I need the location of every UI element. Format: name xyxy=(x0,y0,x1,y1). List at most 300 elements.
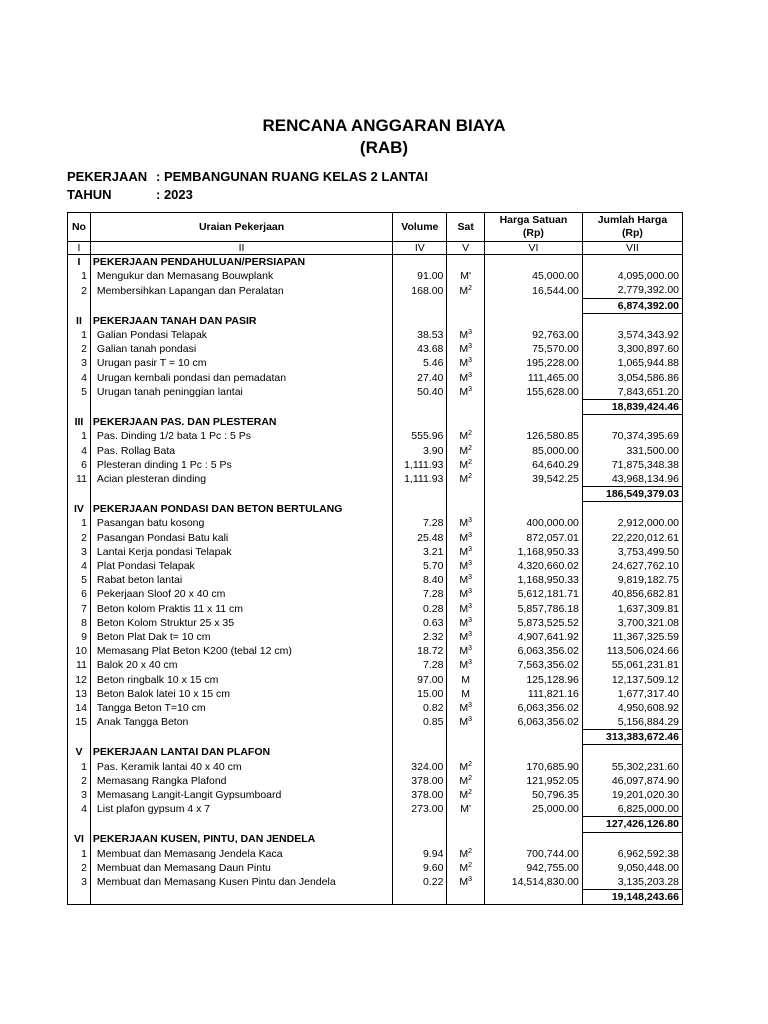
item-sat-unit: M xyxy=(459,602,469,615)
item-sat-exponent: 2 xyxy=(468,444,472,452)
item-volume: 273.00 xyxy=(393,802,447,817)
empty-cell xyxy=(393,313,447,328)
item-sat-exponent: 3 xyxy=(468,329,472,337)
item-number: 3 xyxy=(68,545,91,559)
empty-cell xyxy=(484,415,582,430)
item-harga-satuan: 92,763.00 xyxy=(484,328,582,342)
empty-cell xyxy=(484,399,582,414)
table-row xyxy=(68,616,683,630)
table-row xyxy=(68,760,683,774)
item-sat-unit: M' xyxy=(460,803,472,816)
table-row xyxy=(68,788,683,802)
empty-cell xyxy=(447,890,485,905)
empty-cell xyxy=(68,399,91,414)
table-row xyxy=(68,658,683,672)
item-volume: 8.40 xyxy=(393,573,447,587)
item-number: 14 xyxy=(68,701,91,715)
item-number: 4 xyxy=(68,443,91,457)
header-harga-satuan xyxy=(484,213,582,242)
section-row xyxy=(68,832,683,847)
item-sat xyxy=(447,356,485,370)
item-sat-exponent: 3 xyxy=(468,531,472,539)
item-number: 11 xyxy=(68,472,91,487)
item-sat-exponent: 3 xyxy=(468,659,472,667)
item-sat-exponent: 3 xyxy=(468,560,472,568)
item-harga-satuan: 75,570.00 xyxy=(484,342,582,356)
item-sat-unit: M xyxy=(459,574,469,587)
item-volume: 50.40 xyxy=(393,385,447,400)
item-sat-unit: M xyxy=(459,789,469,802)
item-jumlah-harga: 46,097,874.90 xyxy=(582,774,682,788)
item-jumlah-harga: 70,374,395.69 xyxy=(582,429,682,443)
table-row xyxy=(68,356,683,370)
section-title: PEKERJAAN PENDAHULUAN/PERSIAPAN xyxy=(90,255,392,270)
item-sat-unit: M xyxy=(459,774,469,787)
item-sat-exponent: 2 xyxy=(468,284,472,292)
item-number: 6 xyxy=(68,587,91,601)
empty-cell xyxy=(447,730,485,745)
item-uraian: Pas. Dinding 1/2 bata 1 Pc : 5 Ps xyxy=(90,429,392,443)
empty-cell xyxy=(393,817,447,832)
item-sat-unit: M xyxy=(459,630,469,643)
table-row xyxy=(68,283,683,298)
pekerjaan-value: : PEMBANGUNAN RUANG KELAS 2 LANTAI xyxy=(156,169,429,184)
item-sat-exponent: 2 xyxy=(468,774,472,782)
item-volume: 378.00 xyxy=(393,788,447,802)
section-subtotal: 313,383,672.46 xyxy=(582,730,682,745)
item-sat xyxy=(447,616,485,630)
table-row xyxy=(68,587,683,601)
empty-cell xyxy=(393,255,447,270)
item-sat xyxy=(447,429,485,443)
item-number: 13 xyxy=(68,687,91,701)
item-uraian: Galian Pondasi Telapak xyxy=(90,328,392,342)
item-jumlah-harga: 11,367,325.59 xyxy=(582,630,682,644)
table-row xyxy=(68,701,683,715)
item-number: 1 xyxy=(68,429,91,443)
item-volume: 0.22 xyxy=(393,875,447,890)
empty-cell xyxy=(90,817,392,832)
item-harga-satuan: 25,000.00 xyxy=(484,802,582,817)
roman-numeral-row xyxy=(68,242,683,255)
empty-cell xyxy=(393,415,447,430)
item-sat-exponent: 3 xyxy=(468,588,472,596)
empty-cell xyxy=(447,399,485,414)
item-number: 3 xyxy=(68,875,91,890)
item-sat-unit: M xyxy=(459,616,469,629)
item-sat xyxy=(447,687,485,701)
table-row xyxy=(68,559,683,573)
item-sat-unit: M xyxy=(459,545,469,558)
section-subtotal: 18,839,424.46 xyxy=(582,399,682,414)
table-row xyxy=(68,385,683,400)
item-sat-exponent: 2 xyxy=(468,430,472,438)
item-volume: 7.28 xyxy=(393,516,447,530)
item-uraian: Memasang Langit-Langit Gypsumboard xyxy=(90,788,392,802)
item-jumlah-harga: 22,220,012.61 xyxy=(582,531,682,545)
item-uraian: Plesteran dinding 1 Pc : 5 Ps xyxy=(90,458,392,472)
item-sat-unit: M xyxy=(459,371,469,384)
header-harga-satuan-line2: (Rp) xyxy=(522,227,544,239)
item-harga-satuan: 6,063,356.02 xyxy=(484,701,582,715)
item-uraian: Lantai Kerja pondasi Telapak xyxy=(90,545,392,559)
item-uraian: Urugan tanah peninggian lantai xyxy=(90,385,392,400)
table-row xyxy=(68,472,683,487)
item-sat-exponent: 3 xyxy=(468,574,472,582)
subtotal-row xyxy=(68,890,683,905)
section-subtotal: 19,148,243.66 xyxy=(582,890,682,905)
pekerjaan-label: PEKERJAAN xyxy=(67,169,148,184)
item-uraian: Beton ringbalk 10 x 15 cm xyxy=(90,672,392,686)
table-row xyxy=(68,861,683,875)
empty-cell xyxy=(68,298,91,313)
header-jumlah-harga-line2: (Rp) xyxy=(621,227,643,239)
item-volume: 38.53 xyxy=(393,328,447,342)
item-sat-unit: M xyxy=(459,444,469,457)
item-sat-unit: M xyxy=(459,560,469,573)
subtotal-row xyxy=(68,298,683,313)
table-row xyxy=(68,328,683,342)
header-no: No xyxy=(68,213,91,242)
subtotal-row xyxy=(68,817,683,832)
header-sat: Sat xyxy=(447,213,485,242)
item-volume: 0.28 xyxy=(393,602,447,616)
table-row xyxy=(68,630,683,644)
item-sat-exponent: 3 xyxy=(468,602,472,610)
item-jumlah-harga: 3,574,343.92 xyxy=(582,328,682,342)
item-harga-satuan: 6,063,356.02 xyxy=(484,715,582,730)
item-harga-satuan: 39,542.25 xyxy=(484,472,582,487)
item-number: 1 xyxy=(68,328,91,342)
section-row xyxy=(68,415,683,430)
item-jumlah-harga: 3,753,499.50 xyxy=(582,545,682,559)
item-number: 6 xyxy=(68,458,91,472)
empty-cell xyxy=(582,415,682,430)
table-row xyxy=(68,531,683,545)
item-sat-exponent: 2 xyxy=(468,760,472,768)
item-volume: 5.70 xyxy=(393,559,447,573)
item-harga-satuan: 16,544.00 xyxy=(484,283,582,298)
item-volume: 0.85 xyxy=(393,715,447,730)
item-sat xyxy=(447,371,485,385)
rab-table xyxy=(67,212,683,905)
item-uraian: Tangga Beton T=10 cm xyxy=(90,701,392,715)
table-row xyxy=(68,644,683,658)
item-harga-satuan: 85,000.00 xyxy=(484,443,582,457)
item-sat-unit: M xyxy=(461,687,471,700)
empty-cell xyxy=(582,745,682,760)
item-sat-unit: M xyxy=(459,517,469,530)
item-sat-unit: M xyxy=(459,531,469,544)
roman-col: II xyxy=(90,242,392,255)
item-sat xyxy=(447,269,485,283)
item-harga-satuan: 4,907,641.92 xyxy=(484,630,582,644)
empty-cell xyxy=(484,832,582,847)
table-row xyxy=(68,545,683,559)
empty-cell xyxy=(447,817,485,832)
item-jumlah-harga: 4,950,608.92 xyxy=(582,701,682,715)
item-sat-exponent: 3 xyxy=(468,386,472,394)
item-jumlah-harga: 55,061,231.81 xyxy=(582,658,682,672)
item-jumlah-harga: 6,825,000.00 xyxy=(582,802,682,817)
item-jumlah-harga: 3,054,586.86 xyxy=(582,371,682,385)
empty-cell xyxy=(393,745,447,760)
item-volume: 0.82 xyxy=(393,701,447,715)
item-volume: 1,111.93 xyxy=(393,458,447,472)
item-uraian: Plat Pondasi Telapak xyxy=(90,559,392,573)
item-volume: 324.00 xyxy=(393,760,447,774)
empty-cell xyxy=(447,298,485,313)
section-number: III xyxy=(68,415,91,430)
roman-col: V xyxy=(447,242,485,255)
section-row xyxy=(68,745,683,760)
item-jumlah-harga: 1,065,944.88 xyxy=(582,356,682,370)
item-volume: 5.46 xyxy=(393,356,447,370)
item-harga-satuan: 1,168,950.33 xyxy=(484,545,582,559)
meta-pekerjaan xyxy=(67,169,428,184)
item-jumlah-harga: 71,875,348.38 xyxy=(582,458,682,472)
item-jumlah-harga: 4,095,000.00 xyxy=(582,269,682,283)
item-sat-unit: M xyxy=(459,473,469,486)
item-volume: 3.90 xyxy=(393,443,447,457)
item-sat-exponent: 3 xyxy=(468,876,472,884)
item-sat xyxy=(447,443,485,457)
item-number: 4 xyxy=(68,371,91,385)
item-sat-exponent: 2 xyxy=(468,847,472,855)
item-number: 2 xyxy=(68,861,91,875)
item-uraian: Balok 20 x 40 cm xyxy=(90,658,392,672)
item-sat xyxy=(447,573,485,587)
item-harga-satuan: 5,857,786.18 xyxy=(484,602,582,616)
item-uraian: Urugan pasir T = 10 cm xyxy=(90,356,392,370)
item-jumlah-harga: 1,637,309.81 xyxy=(582,602,682,616)
meta-tahun xyxy=(67,187,193,202)
item-uraian: Beton Balok latei 10 x 15 cm xyxy=(90,687,392,701)
empty-cell xyxy=(447,487,485,502)
item-sat xyxy=(447,658,485,672)
item-harga-satuan: 111,821.16 xyxy=(484,687,582,701)
empty-cell xyxy=(447,313,485,328)
item-uraian: Mengukur dan Memasang Bouwplank xyxy=(90,269,392,283)
item-sat-unit: M xyxy=(459,430,469,443)
item-number: 2 xyxy=(68,774,91,788)
section-number: V xyxy=(68,745,91,760)
empty-cell xyxy=(484,817,582,832)
item-sat-unit: M xyxy=(459,645,469,658)
item-harga-satuan: 45,000.00 xyxy=(484,269,582,283)
empty-cell xyxy=(582,255,682,270)
item-sat-unit: M xyxy=(459,343,469,356)
item-number: 11 xyxy=(68,658,91,672)
item-sat-unit: M xyxy=(459,284,469,297)
item-sat-unit: M' xyxy=(460,270,472,283)
item-jumlah-harga: 24,627,762.10 xyxy=(582,559,682,573)
item-harga-satuan: 7,563,356.02 xyxy=(484,658,582,672)
item-sat xyxy=(447,328,485,342)
item-volume: 15.00 xyxy=(393,687,447,701)
item-jumlah-harga: 113,506,024.66 xyxy=(582,644,682,658)
item-number: 15 xyxy=(68,715,91,730)
section-title: PEKERJAAN KUSEN, PINTU, DAN JENDELA xyxy=(90,832,392,847)
empty-cell xyxy=(393,730,447,745)
item-volume: 168.00 xyxy=(393,283,447,298)
item-sat-unit: M xyxy=(459,847,469,860)
item-number: 3 xyxy=(68,356,91,370)
section-subtotal: 127,426,126.80 xyxy=(582,817,682,832)
item-uraian: Membuat dan Memasang Jendela Kaca xyxy=(90,847,392,861)
header-jumlah-harga xyxy=(582,213,682,242)
item-sat-unit: M xyxy=(459,861,469,874)
item-uraian: Memasang Rangka Plafond xyxy=(90,774,392,788)
item-sat-exponent: 3 xyxy=(468,371,472,379)
item-sat xyxy=(447,545,485,559)
item-uraian: Pasangan batu kosong xyxy=(90,516,392,530)
empty-cell xyxy=(90,487,392,502)
item-jumlah-harga: 3,300,897.60 xyxy=(582,342,682,356)
item-uraian: Membuat dan Memasang Kusen Pintu dan Jendela xyxy=(90,875,392,890)
item-sat-exponent: 3 xyxy=(468,630,472,638)
item-sat xyxy=(447,385,485,400)
header-jumlah-harga-line1: Jumlah Harga xyxy=(597,214,668,226)
empty-cell xyxy=(484,890,582,905)
item-number: 5 xyxy=(68,385,91,400)
table-body xyxy=(68,255,683,905)
section-number: IV xyxy=(68,502,91,517)
item-number: 2 xyxy=(68,531,91,545)
item-harga-satuan: 942,755.00 xyxy=(484,861,582,875)
empty-cell xyxy=(582,313,682,328)
section-title: PEKERJAAN LANTAI DAN PLAFON xyxy=(90,745,392,760)
empty-cell xyxy=(447,415,485,430)
item-jumlah-harga: 19,201,020.30 xyxy=(582,788,682,802)
item-sat-unit: M xyxy=(459,701,469,714)
section-subtotal: 6,874,392.00 xyxy=(582,298,682,313)
item-volume: 0.63 xyxy=(393,616,447,630)
empty-cell xyxy=(447,745,485,760)
empty-cell xyxy=(393,487,447,502)
roman-col: VI xyxy=(484,242,582,255)
empty-cell xyxy=(484,255,582,270)
section-number: II xyxy=(68,313,91,328)
empty-cell xyxy=(447,255,485,270)
table-row xyxy=(68,342,683,356)
item-sat xyxy=(447,715,485,730)
subtotal-row xyxy=(68,730,683,745)
item-sat-unit: M xyxy=(459,876,469,889)
table-row xyxy=(68,715,683,730)
item-volume: 7.28 xyxy=(393,658,447,672)
item-sat xyxy=(447,587,485,601)
empty-cell xyxy=(447,502,485,517)
empty-cell xyxy=(582,832,682,847)
item-sat xyxy=(447,283,485,298)
item-jumlah-harga: 40,856,682.81 xyxy=(582,587,682,601)
item-jumlah-harga: 1,677,317.40 xyxy=(582,687,682,701)
section-row xyxy=(68,313,683,328)
item-number: 1 xyxy=(68,269,91,283)
item-volume: 43.68 xyxy=(393,342,447,356)
item-harga-satuan: 64,640.29 xyxy=(484,458,582,472)
item-sat-unit: M xyxy=(459,357,469,370)
item-sat xyxy=(447,531,485,545)
item-sat xyxy=(447,788,485,802)
item-sat xyxy=(447,458,485,472)
empty-cell xyxy=(582,502,682,517)
item-sat-exponent: 2 xyxy=(468,861,472,869)
section-title: PEKERJAAN PONDASI DAN BETON BERTULANG xyxy=(90,502,392,517)
document-subtitle: (RAB) xyxy=(359,138,409,157)
item-sat xyxy=(447,802,485,817)
item-sat xyxy=(447,774,485,788)
item-harga-satuan: 5,873,525.52 xyxy=(484,616,582,630)
empty-cell xyxy=(484,313,582,328)
table-row xyxy=(68,672,683,686)
empty-cell xyxy=(90,298,392,313)
item-jumlah-harga: 2,779,392.00 xyxy=(582,283,682,298)
header-volume: Volume xyxy=(393,213,447,242)
item-sat xyxy=(447,861,485,875)
item-sat-unit: M xyxy=(459,329,469,342)
item-harga-satuan: 6,063,356.02 xyxy=(484,644,582,658)
item-volume: 7.28 xyxy=(393,587,447,601)
item-jumlah-harga: 2,912,000.00 xyxy=(582,516,682,530)
header-harga-satuan-line1: Harga Satuan xyxy=(499,214,568,226)
table-row xyxy=(68,602,683,616)
item-sat-exponent: 2 xyxy=(468,458,472,466)
empty-cell xyxy=(393,890,447,905)
empty-cell xyxy=(484,487,582,502)
item-number: 1 xyxy=(68,516,91,530)
item-sat-exponent: 3 xyxy=(468,645,472,653)
item-uraian: Beton Kolom Struktur 25 x 35 xyxy=(90,616,392,630)
item-volume: 9.60 xyxy=(393,861,447,875)
item-harga-satuan: 5,612,181.71 xyxy=(484,587,582,601)
empty-cell xyxy=(484,745,582,760)
item-sat-exponent: 2 xyxy=(468,473,472,481)
empty-cell xyxy=(484,502,582,517)
item-sat xyxy=(447,342,485,356)
item-uraian: Membersihkan Lapangan dan Peralatan xyxy=(90,283,392,298)
item-sat xyxy=(447,760,485,774)
item-sat xyxy=(447,630,485,644)
empty-cell xyxy=(90,890,392,905)
table-row xyxy=(68,516,683,530)
item-uraian: Pas. Keramik lantai 40 x 40 cm xyxy=(90,760,392,774)
item-jumlah-harga: 3,135,203.28 xyxy=(582,875,682,890)
item-uraian: Membuat dan Memasang Daun Pintu xyxy=(90,861,392,875)
item-volume: 18.72 xyxy=(393,644,447,658)
section-title: PEKERJAAN PAS. DAN PLESTERAN xyxy=(90,415,392,430)
roman-col: IV xyxy=(393,242,447,255)
roman-col: I xyxy=(68,242,91,255)
table-row xyxy=(68,774,683,788)
item-sat-exponent: 3 xyxy=(468,545,472,553)
item-uraian: Memasang Plat Beton K200 (tebal 12 cm) xyxy=(90,644,392,658)
empty-cell xyxy=(393,832,447,847)
empty-cell xyxy=(447,832,485,847)
item-jumlah-harga: 9,050,448.00 xyxy=(582,861,682,875)
item-harga-satuan: 700,744.00 xyxy=(484,847,582,861)
subtotal-row xyxy=(68,399,683,414)
item-harga-satuan: 170,685.90 xyxy=(484,760,582,774)
item-sat-exponent: 2 xyxy=(468,789,472,797)
item-jumlah-harga: 12,137,509.12 xyxy=(582,672,682,686)
item-uraian: Beton kolom Praktis 11 x 11 cm xyxy=(90,602,392,616)
item-jumlah-harga: 3,700,321.08 xyxy=(582,616,682,630)
empty-cell xyxy=(90,730,392,745)
item-sat-exponent: 3 xyxy=(468,716,472,724)
empty-cell xyxy=(68,890,91,905)
